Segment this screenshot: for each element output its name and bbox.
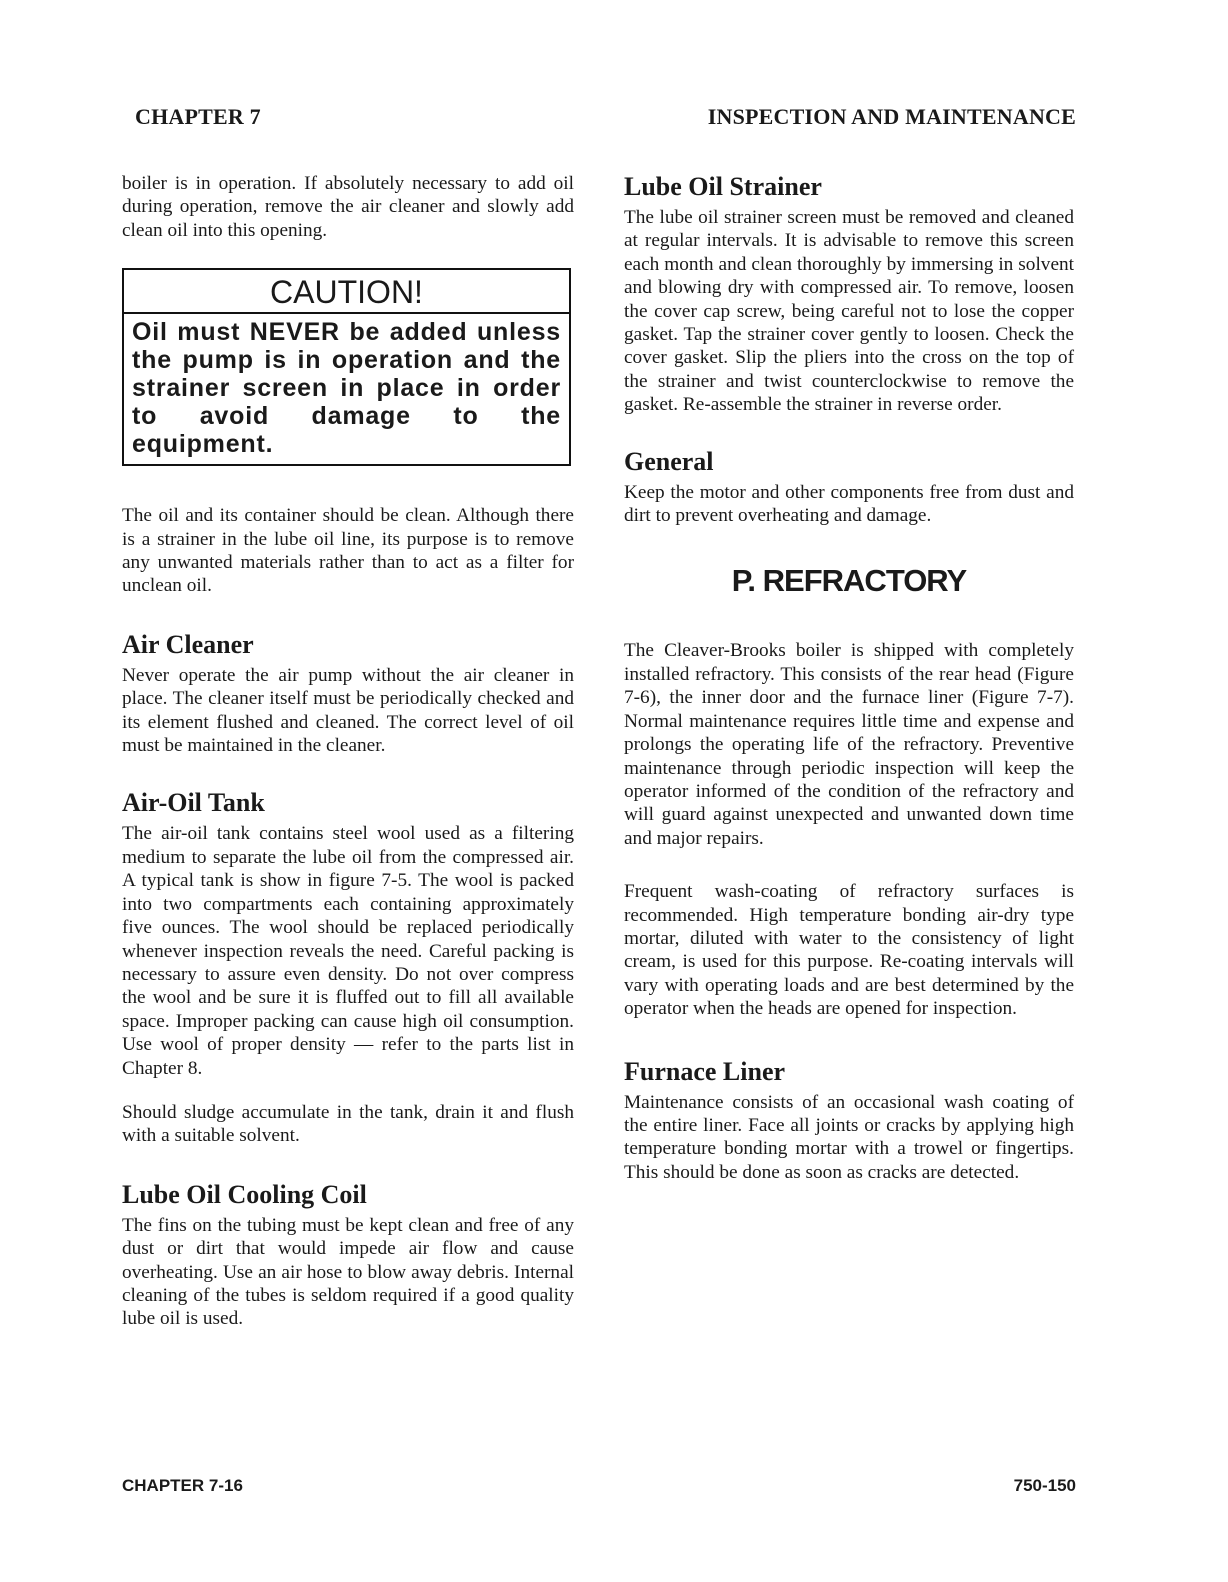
air-cleaner-heading: Air Cleaner [122,629,254,659]
right-column [624,172,1074,1184]
refractory-paragraph-1: The Cleaver-Brooks boiler is shipped with completely installed refractory. This consists of the rear head (Figure 7-6), the inner door and the furnace liner (Figure 7-7). Normal maintenance requires little time and expense and prolongs the operating life of the refractory. Preventive maintenance through periodic inspection will keep the operator informed of the condition of the refractory and will guard against unexpected and unwanted down time and major repairs. [624,640,1074,849]
strainer-heading: Lube Oil Strainer [624,172,822,201]
document-number: 750-150 [1013,1476,1076,1495]
page-number: CHAPTER 7-16 [122,1476,243,1495]
cooling-coil-paragraph: The fins on the tubing must be kept clean and free of any dust or dirt that would impede air flow and cause overheating. Use an air hose to blow away debris. Internal cleaning of the tubes is seldom required if a good quality lube oil is used. [122,1214,574,1330]
refractory-title: P. REFRACTORY [731,563,967,599]
strainer-paragraph: The lube oil strainer screen must be removed and cleaned at regular intervals. It is advisable to remove this screen each month and clean thoroughly by immersing in solvent and blowing dry with compressed air. To remove, loosen the cover cap screw, being careful not to lose the copper gasket. Tap the strainer cover gently to loosen. Check the cover gasket. Slip the pliers into the cross on the top of the strainer and twist counterclockwise to remove the gasket. Re-assemble the strainer in reverse order. [624,207,1074,416]
general-paragraph: Keep the motor and other components free from dust and dirt to prevent overheating and damage. [624,481,1074,527]
cooling-coil-heading: Lube Oil Cooling Coil [122,1179,367,1209]
chapter-header: CHAPTER 7 [135,104,261,129]
refractory-paragraph-2: Frequent wash-coating of refractory surfaces is recommended. High temperature bonding air-dry type mortar, diluted with water to the consistency of light cream, is used for this purpose. Re-coating intervals will vary with operating loads and are best determined by the operator when the heads are opened for inspection. [624,881,1074,1020]
intro-paragraph: boiler is in operation. If absolutely necessary to add oil during operation, remove the air cleaner and slowly add clean oil into this opening. [122,173,574,241]
air-oil-tank-heading: Air-Oil Tank [122,788,265,818]
sludge-paragraph: Should sludge accumulate in the tank, drain it and flush with a suitable solvent. [122,1101,574,1147]
oil-clean-paragraph: The oil and its container should be clean. Although there is a strainer in the lube oil line, its purpose is to remove any unwanted materials rather than to act as a filter for unclean oil. [122,505,574,597]
furnace-liner-paragraph: Maintenance consists of an occasional wash coating of the entire liner. Face all joints or cracks by applying high temperature bonding mortar with a trowel or fingertips. This should be done as soon as cracks are detected. [624,1091,1074,1183]
air-oil-tank-paragraph: The air-oil tank contains steel wool used as a filtering medium to separate the lube oil from the compressed air. A typical tank is show in figure 7-5. The wool is packed into two compartments each containing approximately five ounces. The wool should be replaced periodically whenever inspection reveals the need. Careful packing is necessary to assure even density. Do not over compress the wool and be sure it is fluffed out to fill all available space. Improper packing can cause high oil consumption. Use wool of proper density — refer to the parts list in Chapter 8. [122,823,574,1079]
caution-text: Oil must NEVER be added unless the pump is in operation and the strainer screen in place in order to avoid damage to the equipment. [132,318,561,459]
air-cleaner-paragraph: Never operate the air pump without the air cleaner in place. The cleaner itself must be periodically checked and its element flushed and cleaned. The correct level of oil must be maintained in the cleaner. [122,664,574,757]
left-column [122,172,574,1331]
general-heading: General [624,446,714,476]
caution-box [122,268,571,466]
caution-title: CAUTION! [124,270,569,314]
section-header: INSPECTION AND MAINTENANCE [707,104,1076,129]
furnace-liner-heading: Furnace Liner [624,1056,786,1086]
